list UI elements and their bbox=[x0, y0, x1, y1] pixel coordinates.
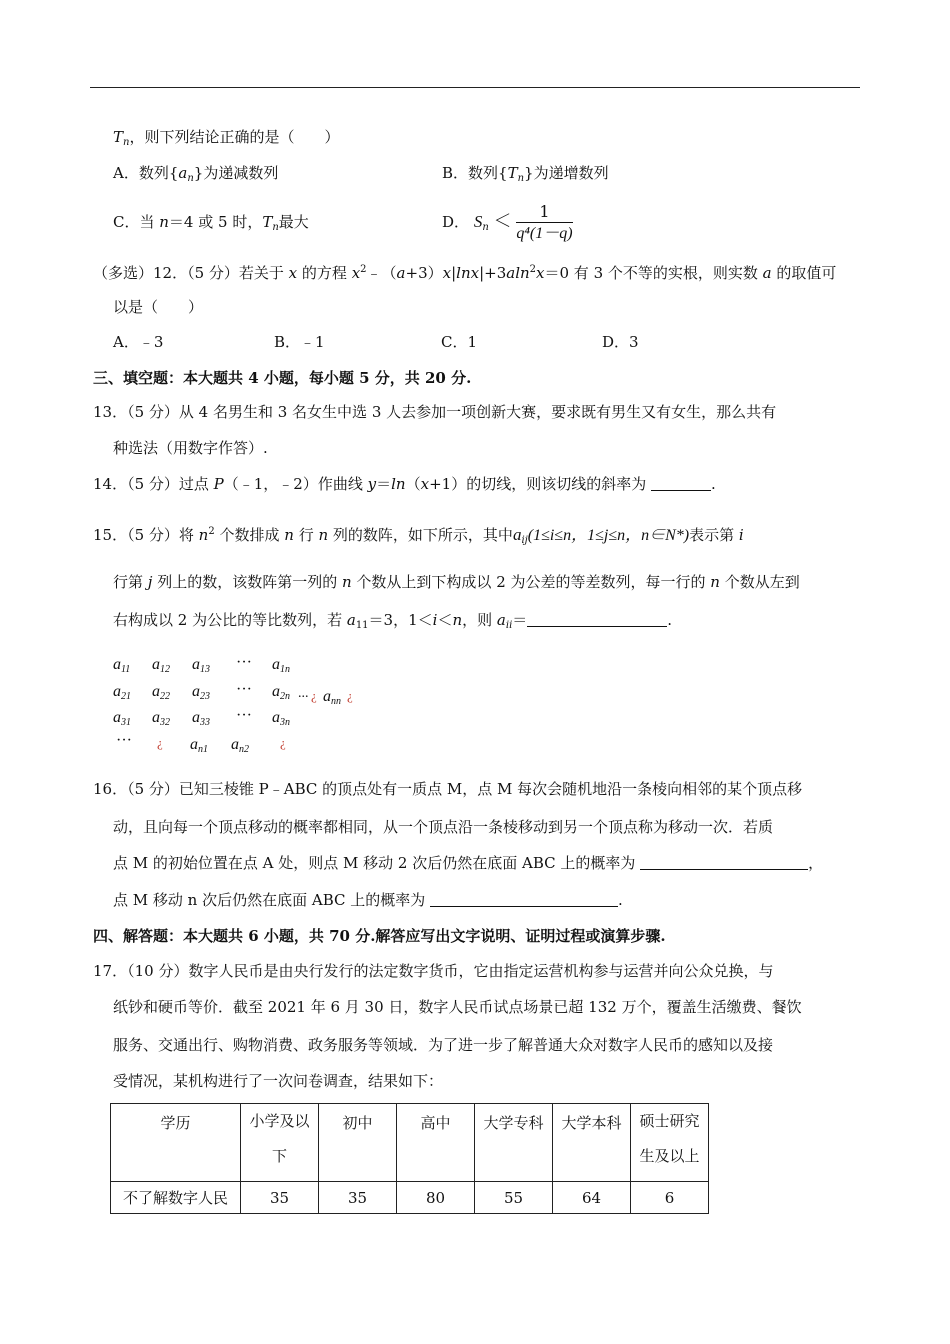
q14-answer-blank[interactable] bbox=[651, 476, 711, 491]
table-header-cell: 大学本科 bbox=[553, 1104, 631, 1182]
q11-option-b: B．数列$\{T_n\}$为递增数列 bbox=[442, 164, 609, 184]
q15-line3: 右构成以 2 为公比的等比数列，若 $a_{11}=3$，1＜i＜n，则 $a_{ii}=$ . bbox=[113, 611, 673, 631]
table-row bbox=[111, 1182, 709, 1214]
q16-line4: 点 M 移动 n 次后仍然在底面 ABC 上的概率为 . bbox=[113, 891, 623, 909]
q13-line1: 13．（5 分）从 4 名男生和 3 名女生中选 3 人去参加一项创新大赛，要求既有男生又有女生，那么共有 bbox=[93, 403, 777, 421]
section-4-heading: 四、解答题：本大题共 6 小题，共 70 分.解答应写出文字说明、证明过程或演算步骤. bbox=[93, 927, 666, 945]
q12-line2: 以是（ ） bbox=[113, 298, 204, 316]
q17-line1: 17．（10 分）数字人民币是由央行发行的法定数字货币，它由指定运营机构参与运营并向公众兑换，与 bbox=[93, 962, 774, 980]
table-cell: 64 bbox=[553, 1182, 631, 1214]
q16-answer-blank-2[interactable] bbox=[430, 892, 618, 907]
table-header-cell: 硕士研究 生及以上 bbox=[631, 1104, 709, 1182]
q14-line: 14．（5 分）过点 P（﹣1，﹣2）作曲线 y＝ln（x+1）的切线，则该切线的斜率为 . bbox=[93, 475, 716, 493]
q16-line3: 点 M 的初始位置在点 A 处，则点 M 移动 2 次后仍然在底面 ABC 上的概率为 ， bbox=[113, 854, 824, 872]
q16-answer-blank-1[interactable] bbox=[640, 855, 808, 870]
section-3-heading: 三、填空题：本大题共 4 小题，每小题 5 分，共 20 分. bbox=[93, 369, 472, 387]
table-header-cell: 高中 bbox=[397, 1104, 475, 1182]
table-header-cell: 学历 bbox=[111, 1104, 241, 1182]
q17-line4: 受情况，某机构进行了一次问卷调查，结果如下： bbox=[113, 1072, 444, 1090]
header-rule bbox=[90, 87, 860, 88]
table-header-cell: 小学及以 下 bbox=[241, 1104, 319, 1182]
q12-line1: （多选）12．（5 分）若关于 x 的方程 $x^2﹣(a+3)x|\ln x|+3aln^2x=0$ 有 3 个不等的实根，则实数 a 的取值可 bbox=[93, 264, 837, 282]
survey-table bbox=[110, 1103, 709, 1214]
q11-option-d: D． $S_n$ ＜ $\frac{1}{\text{q⁴(1－q)}}$ bbox=[442, 196, 573, 254]
q15-answer-blank[interactable] bbox=[527, 612, 667, 627]
table-cell: 35 bbox=[241, 1182, 319, 1214]
q12-option-d: D．3 bbox=[602, 333, 639, 351]
q16-line1: 16．（5 分）已知三棱锥 P﹣ABC 的顶点处有一质点 M，点 M 每次会随机地沿一条棱向相邻的某个顶点移 bbox=[93, 780, 803, 798]
table-cell: 35 bbox=[319, 1182, 397, 1214]
table-cell: 55 bbox=[475, 1182, 553, 1214]
table-header-cell: 初中 bbox=[319, 1104, 397, 1182]
table-header-row bbox=[111, 1104, 709, 1182]
table-cell: 6 bbox=[631, 1182, 709, 1214]
q12-option-a: A．﹣3 bbox=[113, 333, 164, 351]
q17-line2: 纸钞和硬币等价．截至 2021 年 6 月 30 日，数字人民币试点场景已超 132 万个，覆盖生活缴费、餐饮 bbox=[113, 998, 802, 1016]
table-cell: 80 bbox=[397, 1182, 475, 1214]
table-header-cell: 大学专科 bbox=[475, 1104, 553, 1182]
q11-option-a: A．数列$\{a_n\}$为递减数列 bbox=[113, 164, 279, 184]
q17-line3: 服务、交通出行、购物消费、政务服务等领域．为了进一步了解普通大众对数字人民币的感知以及接 bbox=[113, 1036, 774, 1054]
q15-line1: 15．（5 分）将 $n^2$ 个数排成 n 行 n 列的数阵，如下所示，其中$a_{ij}(1\le i\le n$，1≤j≤n，n∈N*)表示第 i bbox=[93, 525, 744, 546]
q12-option-b: B．﹣1 bbox=[274, 333, 325, 351]
q11-option-c: C．当 n＝4 或 5 时，$T_n$最大 bbox=[113, 213, 309, 233]
q13-line2: 种选法（用数字作答）. bbox=[113, 439, 268, 457]
q12-option-c: C．1 bbox=[441, 333, 478, 351]
q15-line2: 行第 j 列上的数，该数阵第一列的 n 个数从上到下构成以 2 为公差的等差数列，每一行的 n 个数从左到 bbox=[113, 573, 800, 591]
q16-line2: 动，且向每一个顶点移动的概率都相同，从一个顶点沿一条棱移动到另一个顶点称为移动一次．若质 bbox=[113, 818, 774, 836]
q11-continuation: $T_n$，则下列结论正确的是（ ） bbox=[113, 128, 340, 148]
fraction: $\frac{1}{\text{q⁴(1－q)}}$ bbox=[516, 201, 573, 242]
table-cell: 不了解数字人民 bbox=[111, 1182, 241, 1214]
